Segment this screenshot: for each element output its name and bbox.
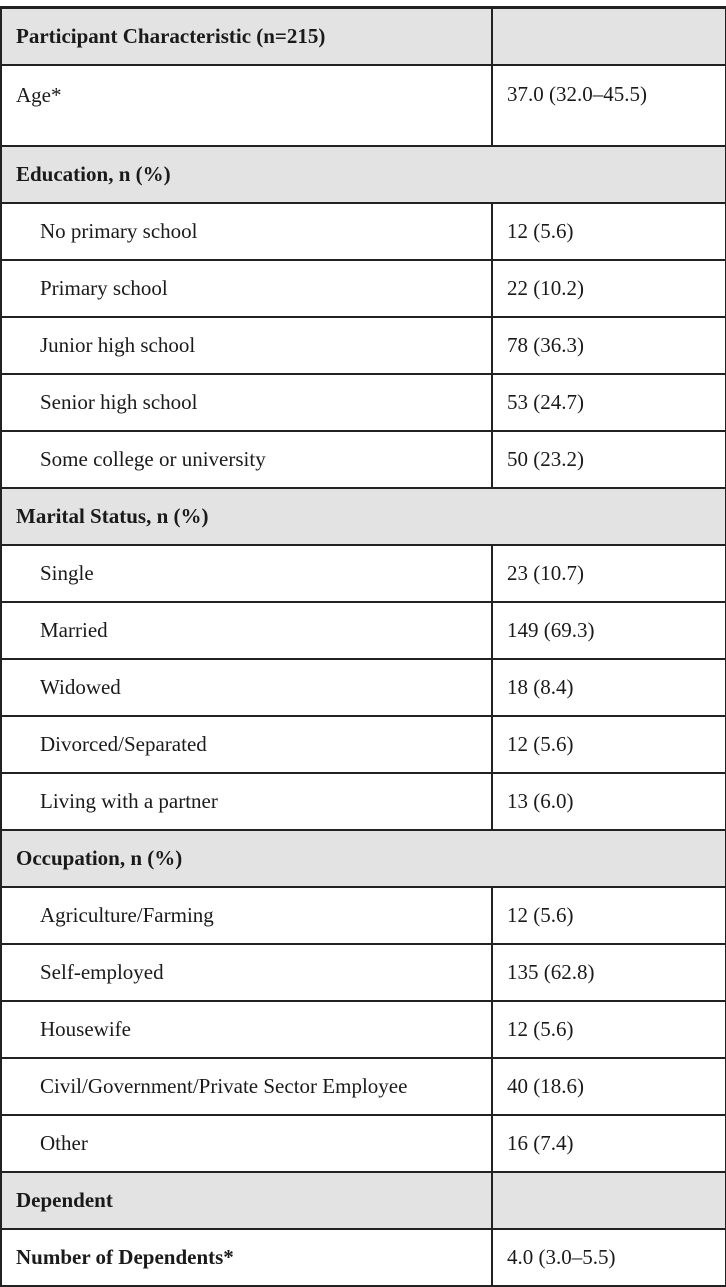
row-value: 40 (18.6) (492, 1058, 726, 1115)
row-label: Single (1, 545, 492, 602)
section-row-education (1, 146, 726, 203)
section-row-occupation (1, 830, 726, 887)
table-row (1, 1115, 726, 1172)
table-row (1, 317, 726, 374)
row-label: Living with a partner (1, 773, 492, 830)
marital-status-heading: Marital Status, n (%) (1, 488, 726, 545)
age-label: Age* (1, 65, 492, 146)
table-row (1, 944, 726, 1001)
row-value: 78 (36.3) (492, 317, 726, 374)
table-row (1, 716, 726, 773)
row-value: 13 (6.0) (492, 773, 726, 830)
table-row (1, 374, 726, 431)
row-label: Self-employed (1, 944, 492, 1001)
table-row (1, 887, 726, 944)
table-row (1, 659, 726, 716)
table-row (1, 203, 726, 260)
dependent-heading-value (492, 1172, 726, 1229)
row-value: 16 (7.4) (492, 1115, 726, 1172)
row-label: Primary school (1, 260, 492, 317)
table-row (1, 1001, 726, 1058)
row-label: Senior high school (1, 374, 492, 431)
table-row (1, 773, 726, 830)
table-row-number-of-dependents (1, 1229, 726, 1286)
row-label: Housewife (1, 1001, 492, 1058)
row-value: 12 (5.6) (492, 203, 726, 260)
occupation-heading: Occupation, n (%) (1, 830, 726, 887)
row-label: Widowed (1, 659, 492, 716)
header-characteristic-cell: Participant Characteristic (n=215) (1, 8, 492, 66)
age-value: 37.0 (32.0–45.5) (492, 65, 726, 146)
section-row-dependent (1, 1172, 726, 1229)
table-header-row (1, 8, 726, 66)
row-value: 50 (23.2) (492, 431, 726, 488)
table-row-age (1, 65, 726, 146)
row-value: 149 (69.3) (492, 602, 726, 659)
row-value: 18 (8.4) (492, 659, 726, 716)
row-value: 22 (10.2) (492, 260, 726, 317)
table-row (1, 1058, 726, 1115)
number-of-dependents-label: Number of Dependents* (1, 1229, 492, 1286)
row-value: 12 (5.6) (492, 716, 726, 773)
row-value: 135 (62.8) (492, 944, 726, 1001)
row-label: Divorced/Separated (1, 716, 492, 773)
section-row-marital-status (1, 488, 726, 545)
row-label: Civil/Government/Private Sector Employee (1, 1058, 492, 1115)
row-label: Married (1, 602, 492, 659)
participant-characteristics-table (0, 6, 726, 1287)
row-value: 23 (10.7) (492, 545, 726, 602)
row-value: 12 (5.6) (492, 1001, 726, 1058)
table-row (1, 602, 726, 659)
row-value: 12 (5.6) (492, 887, 726, 944)
row-label: Junior high school (1, 317, 492, 374)
row-label: Other (1, 1115, 492, 1172)
table-row (1, 260, 726, 317)
header-value-cell (492, 8, 726, 66)
row-label: No primary school (1, 203, 492, 260)
row-label: Some college or university (1, 431, 492, 488)
education-heading: Education, n (%) (1, 146, 726, 203)
table-row (1, 431, 726, 488)
dependent-heading: Dependent (1, 1172, 492, 1229)
characteristics-table-container (0, 6, 726, 1287)
row-label: Agriculture/Farming (1, 887, 492, 944)
number-of-dependents-value: 4.0 (3.0–5.5) (492, 1229, 726, 1286)
row-value: 53 (24.7) (492, 374, 726, 431)
table-row (1, 545, 726, 602)
